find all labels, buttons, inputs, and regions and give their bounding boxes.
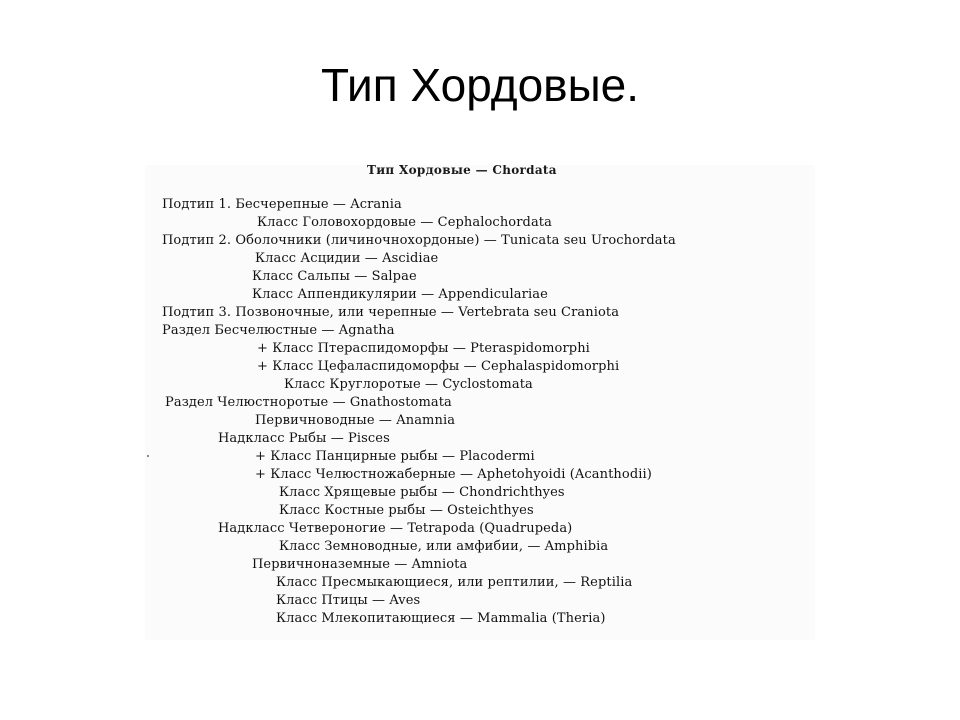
classification-line: Класс Сальпы — Salpae [252, 269, 417, 284]
classification-line: Первичноназемные — Amniota [252, 557, 468, 572]
classification-line: Класс Земноводные, или амфибии, — Amphibia [279, 539, 609, 554]
classification-line: Класс Головохордовые — Cephalochordata [257, 215, 552, 230]
classification-line: Надкласс Четвероногие — Tetrapoda (Quadrupeda) [218, 521, 573, 536]
classification-line: + Класс Цефаласпидоморфы — Cephalaspidomorphi [257, 359, 620, 374]
classification-line: Раздел Бесчелюстные — Agnatha [162, 323, 395, 338]
scanned-classification-image [145, 165, 815, 640]
scan-header: Тип Хордовые — Chordata [367, 165, 557, 177]
classification-line: Подтип 2. Оболочники (личиночнохордоные) — Tunicata seu Urochordata [162, 233, 676, 248]
classification-line: + Класс Птераспидоморфы — Pteraspidomorphi [257, 341, 590, 356]
scan-speck [147, 455, 149, 457]
classification-line: Класс Аппендикулярии — Appendiculariae [252, 287, 548, 302]
classification-line: Надкласс Рыбы — Pisces [218, 431, 390, 446]
classification-line: + Класс Челюстножаберные — Aphetohyoidi (Acanthodii) [255, 467, 652, 482]
classification-line: Подтип 3. Позвоночные, или черепные — Vertebrata seu Craniota [162, 305, 620, 320]
classification-line: Первичноводные — Anamnia [255, 413, 456, 428]
classification-line: Класс Птицы — Aves [276, 593, 421, 608]
classification-line: Класс Круглоротые — Cyclostomata [284, 377, 533, 392]
slide-title: Тип Хордовые. [320, 59, 640, 111]
classification-line: Класс Костные рыбы — Osteichthyes [279, 503, 534, 518]
classification-line: Подтип 1. Бесчерепные — Acrania [162, 197, 402, 212]
classification-line: Класс Хрящевые рыбы — Chondrichthyes [279, 485, 565, 500]
classification-line: Класс Пресмыкающиеся, или рептилии, — Reptilia [276, 575, 633, 590]
classification-line: + Класс Панцирные рыбы — Placodermi [255, 449, 535, 464]
classification-line: Класс Млекопитающиеся — Mammalia (Theria) [276, 611, 606, 626]
classification-line: Класс Асцидии — Ascidiae [255, 251, 439, 266]
classification-line: Раздел Челюстноротые — Gnathostomata [165, 395, 452, 410]
